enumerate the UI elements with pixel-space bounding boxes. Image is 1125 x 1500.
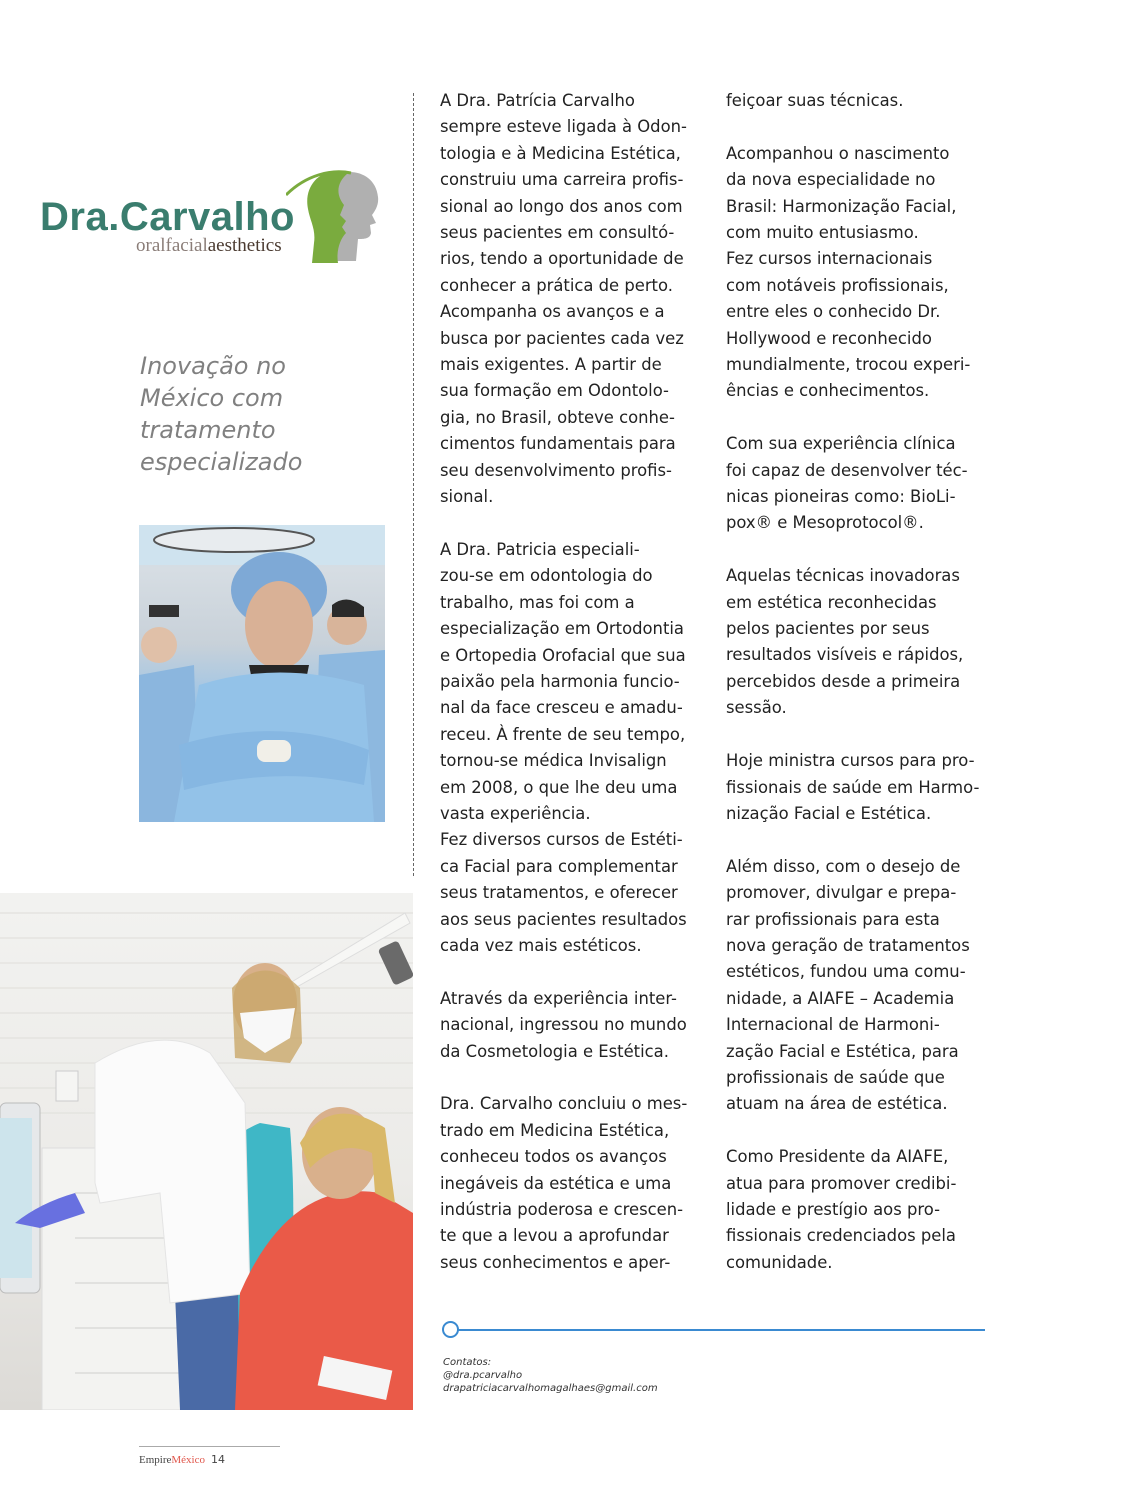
page-number: 14: [211, 1453, 225, 1466]
subtitle-line: México com: [140, 384, 284, 412]
logo-tagline-oralfacial: oralfacial: [136, 235, 208, 256]
logo-tagline-aesthetics: aesthetics: [207, 235, 282, 256]
article-paragraph: Dra. Carvalho concluiu o mes- trado em Medicina Estética, conheceu todos os avanços inegáveis da estética e uma indústria poderosa e crescen- te que a levou a aprofundar seus conhecimentos e aper-: [440, 1094, 688, 1272]
subtitle-line: Inovação no: [140, 352, 286, 380]
logo-tagline: [136, 235, 282, 257]
page-footer: [139, 1453, 225, 1466]
article-paragraph: feiçoar suas técnicas.: [726, 91, 904, 110]
dra-carvalho-logo: [38, 165, 383, 265]
article-paragraph: Com sua experiência clínica foi capaz de desenvolver téc- nicas pioneiras como: BioLi- pox® e Mesoprotocol®.: [726, 434, 968, 533]
contacts-block: [443, 1356, 658, 1395]
article-paragraph: A Dra. Patrícia Carvalho sempre esteve ligada à Odon- tologia e à Medicina Estética, construiu uma carreira profis- sional ao longo dos anos com seus pacientes em consultó- rios, tendo a oportunidade de conhecer a prática de perto. Acompanha os avanços e a busca por pacientes cada vez mais exigentes. A partir de sua formação em Odontolo- gia, no Brasil, obteve conhe- cimentos fundamentais para seu desenvolvimento profis- sional.: [440, 91, 687, 507]
photo-doctor-surgical-gown: [139, 525, 385, 822]
article-column-1: [440, 88, 708, 1276]
article-paragraph: Através da experiência inter- nacional, ingressou no mundo da Cosmetologia e Estética.: [440, 988, 687, 1061]
logo-brand: Dra.Carvalho: [40, 195, 295, 239]
article-paragraph: Acompanhou o nascimento da nova especialidade no Brasil: Harmonização Facial, com muito entusiasmo. Fez cursos internacionais com notáveis profissionais, entre eles o conhecido Dr. Hollywood e reconhecido mundialmente, trocou experi- ências e conhecimentos.: [726, 143, 971, 401]
article-subtitle: [140, 350, 390, 478]
subtitle-line: tratamento: [140, 416, 276, 444]
footer-rule: [139, 1446, 280, 1447]
magazine-name-empire: Empire: [139, 1454, 172, 1466]
contacts-label: Contatos:: [443, 1357, 492, 1368]
face-silhouette-icon: [286, 165, 386, 265]
article-column-2: [726, 88, 994, 1276]
article-paragraph: Como Presidente da AIAFE, atua para promover credibi- lidade e prestígio aos pro- fissionais credenciados pela comunidade.: [726, 1147, 957, 1272]
article-paragraph: Além disso, com o desejo de promover, divulgar e prepa- rar profissionais para esta nova geração de tratamentos estéticos, fundou uma comu- nidade, a AIAFE – Academia Internacional de Harmoni- zação Facial e Estética, para profissionais de saúde que atuam na área de estética.: [726, 856, 970, 1114]
article-paragraph: A Dra. Patricia especiali- zou-se em odontologia do trabalho, mas foi com a especialização em Ortodontia e Ortopedia Orofacial que sua paixão pela harmonia funcio- nal da face cresceu e amadu- receu. À frente de seu tempo, tornou-se médica Invisalign em 2008, o que lhe deu uma vasta experiência. Fez diversos cursos de Estéti- ca Facial para complementar seus tratamentos, e oferecer aos seus pacientes resultados cada vez mais estéticos.: [440, 539, 687, 955]
subtitle-line: especializado: [140, 448, 303, 476]
photo-dental-clinic: [0, 893, 413, 1410]
magazine-name-mexico: México: [171, 1454, 205, 1466]
decorative-connector-line: [457, 1329, 985, 1331]
article-paragraph: Aquelas técnicas inovadoras em estética reconhecidas pelos pacientes por seus resultados visíveis e rápidos, percebidos desde a primeira sessão.: [726, 566, 964, 718]
article-paragraph: Hoje ministra cursos para pro- fissionais de saúde em Harmo- nização Facial e Estética.: [726, 751, 980, 823]
contacts-instagram[interactable]: @dra.pcarvalho: [443, 1370, 523, 1381]
column-divider: [413, 93, 414, 876]
contacts-email[interactable]: drapatriciacarvalhomagalhaes@gmail.com: [443, 1383, 658, 1394]
circle-icon: [442, 1321, 459, 1338]
